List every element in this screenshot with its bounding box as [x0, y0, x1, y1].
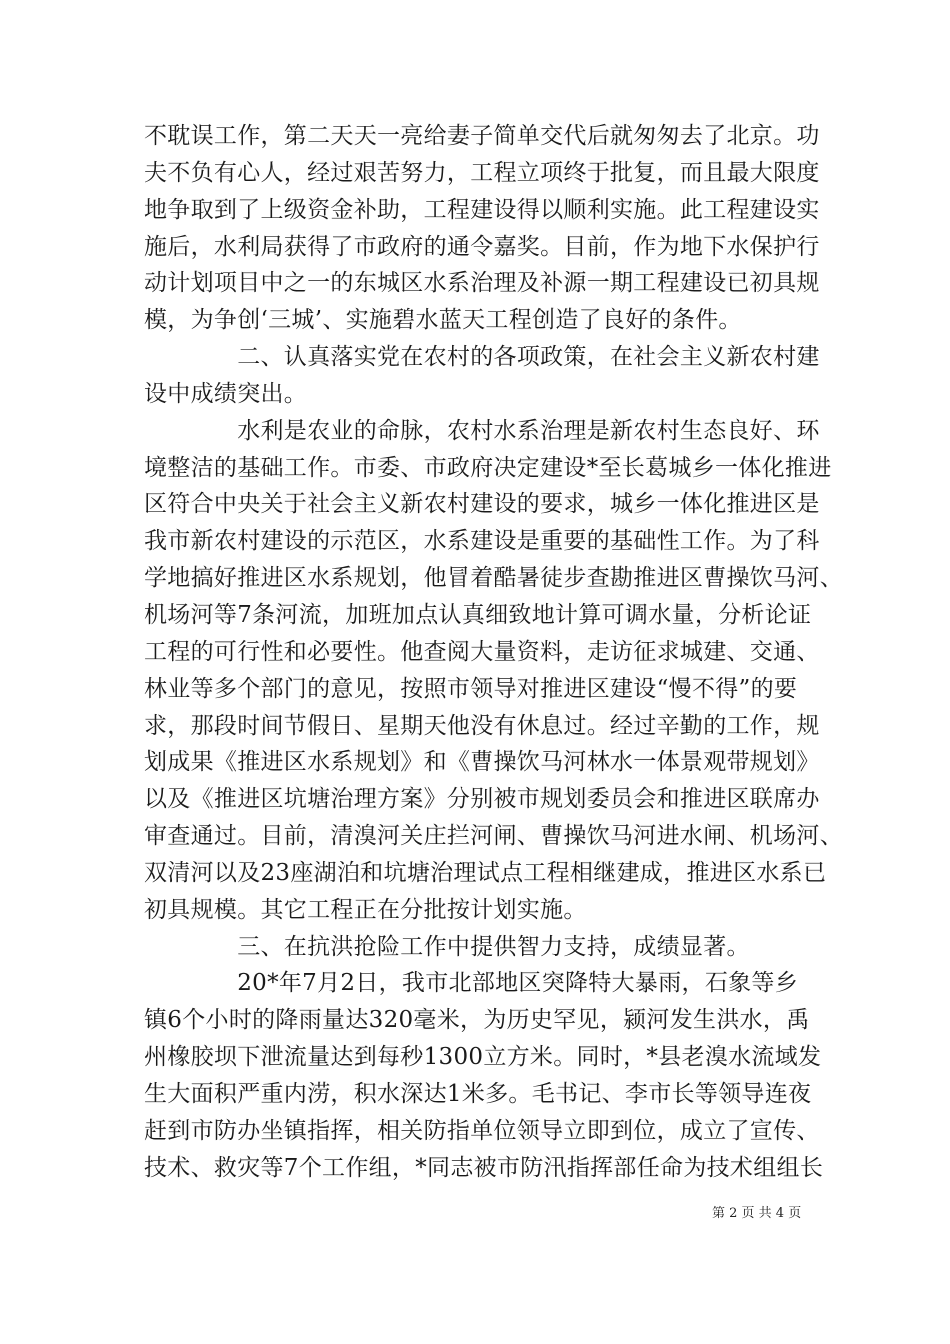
text-line: 学地搞好推进区水系规划，他冒着酷暑徒步查勘推进区曹操饮马河、 — [144, 565, 843, 592]
text-line: 夫不负有心人，经过艰苦努力，工程立项终于批复，而且最大限度 — [144, 159, 820, 186]
text-line: 设中成绩突出。 — [144, 380, 308, 407]
text-line: 生大面积严重内涝，积水深达1米多。毛书记、李市长等领导连夜 — [144, 1080, 812, 1107]
text-line: 施后，水利局获得了市政府的通令嘉奖。目前，作为地下水保护行 — [144, 233, 820, 260]
text-line: 划成果《推进区水系规划》和《曹操饮马河林水一体景观带规划》 — [144, 749, 820, 776]
text-line: 境整洁的基础工作。市委、市政府决定建设*至长葛城乡一体化推进 — [144, 454, 832, 481]
text-line: 赶到市防办坐镇指挥，相关防指单位领导立即到位，成立了宣传、 — [144, 1117, 820, 1144]
text-line: 林业等多个部门的意见，按照市领导对推进区建设“慢不得”的要 — [144, 675, 798, 702]
body-text — [144, 118, 843, 1186]
text-line: 动计划项目中之一的东城区水系治理及补源一期工程建设已初具规 — [144, 270, 820, 297]
text-line: 工程的可行性和必要性。他查阅大量资料，走访征求城建、交通、 — [144, 638, 820, 665]
text-line: 技术、救灾等7个工作组，*同志被市防汛指挥部任命为技术组组长 — [144, 1154, 824, 1181]
text-line: 我市新农村建设的示范区，水系建设是重要的基础性工作。为了科 — [144, 528, 820, 555]
text-line: 以及《推进区坑塘治理方案》分别被市规划委员会和推进区联席办 — [144, 786, 820, 813]
text-line: 二、认真落实党在农村的各项政策，在社会主义新农村建 — [144, 344, 820, 371]
text-line: 三、在抗洪抢险工作中提供智力支持，成绩显著。 — [144, 933, 750, 960]
text-line: 水利是农业的命脉，农村水系治理是新农村生态良好、环 — [144, 417, 820, 444]
text-line: 区符合中央关于社会主义新农村建设的要求，城乡一体化推进区是 — [144, 491, 820, 518]
text-line: 模，为争创‘三城’、实施碧水蓝天工程创造了良好的条件。 — [144, 307, 742, 334]
text-line: 机场河等7条河流，加班加点认真细致地计算可调水量，分析论证 — [144, 601, 812, 628]
page-footer: 第 2 页 共 4 页 — [712, 1206, 802, 1221]
text-line: 双清河以及23座湖泊和坑塘治理试点工程相继建成，推进区水系已 — [144, 859, 827, 886]
text-line: 求，那段时间节假日、星期天他没有休息过。经过辛勤的工作，规 — [144, 712, 820, 739]
text-line: 州橡胶坝下泄流量达到每秒1300立方米。同时，*县老溴水流域发 — [144, 1044, 822, 1071]
text-line: 初具规模。其它工程正在分批按计划实施。 — [144, 896, 587, 923]
text-line: 审查通过。目前，清溴河关庄拦河闸、曹操饮马河进水闸、机场河、 — [144, 823, 843, 850]
text-line: 地争取到了上级资金补助，工程建设得以顺利实施。此工程建设实 — [144, 196, 820, 223]
text-line: 镇6个小时的降雨量达320毫米，为历史罕见，颍河发生洪水，禹 — [144, 1007, 810, 1034]
text-line: 20*年7月2日，我市北部地区突降特大暴雨，石象等乡 — [144, 970, 799, 997]
text-line: 不耽误工作，第二天天一亮给妻子简单交代后就匆匆去了北京。功 — [144, 123, 820, 149]
